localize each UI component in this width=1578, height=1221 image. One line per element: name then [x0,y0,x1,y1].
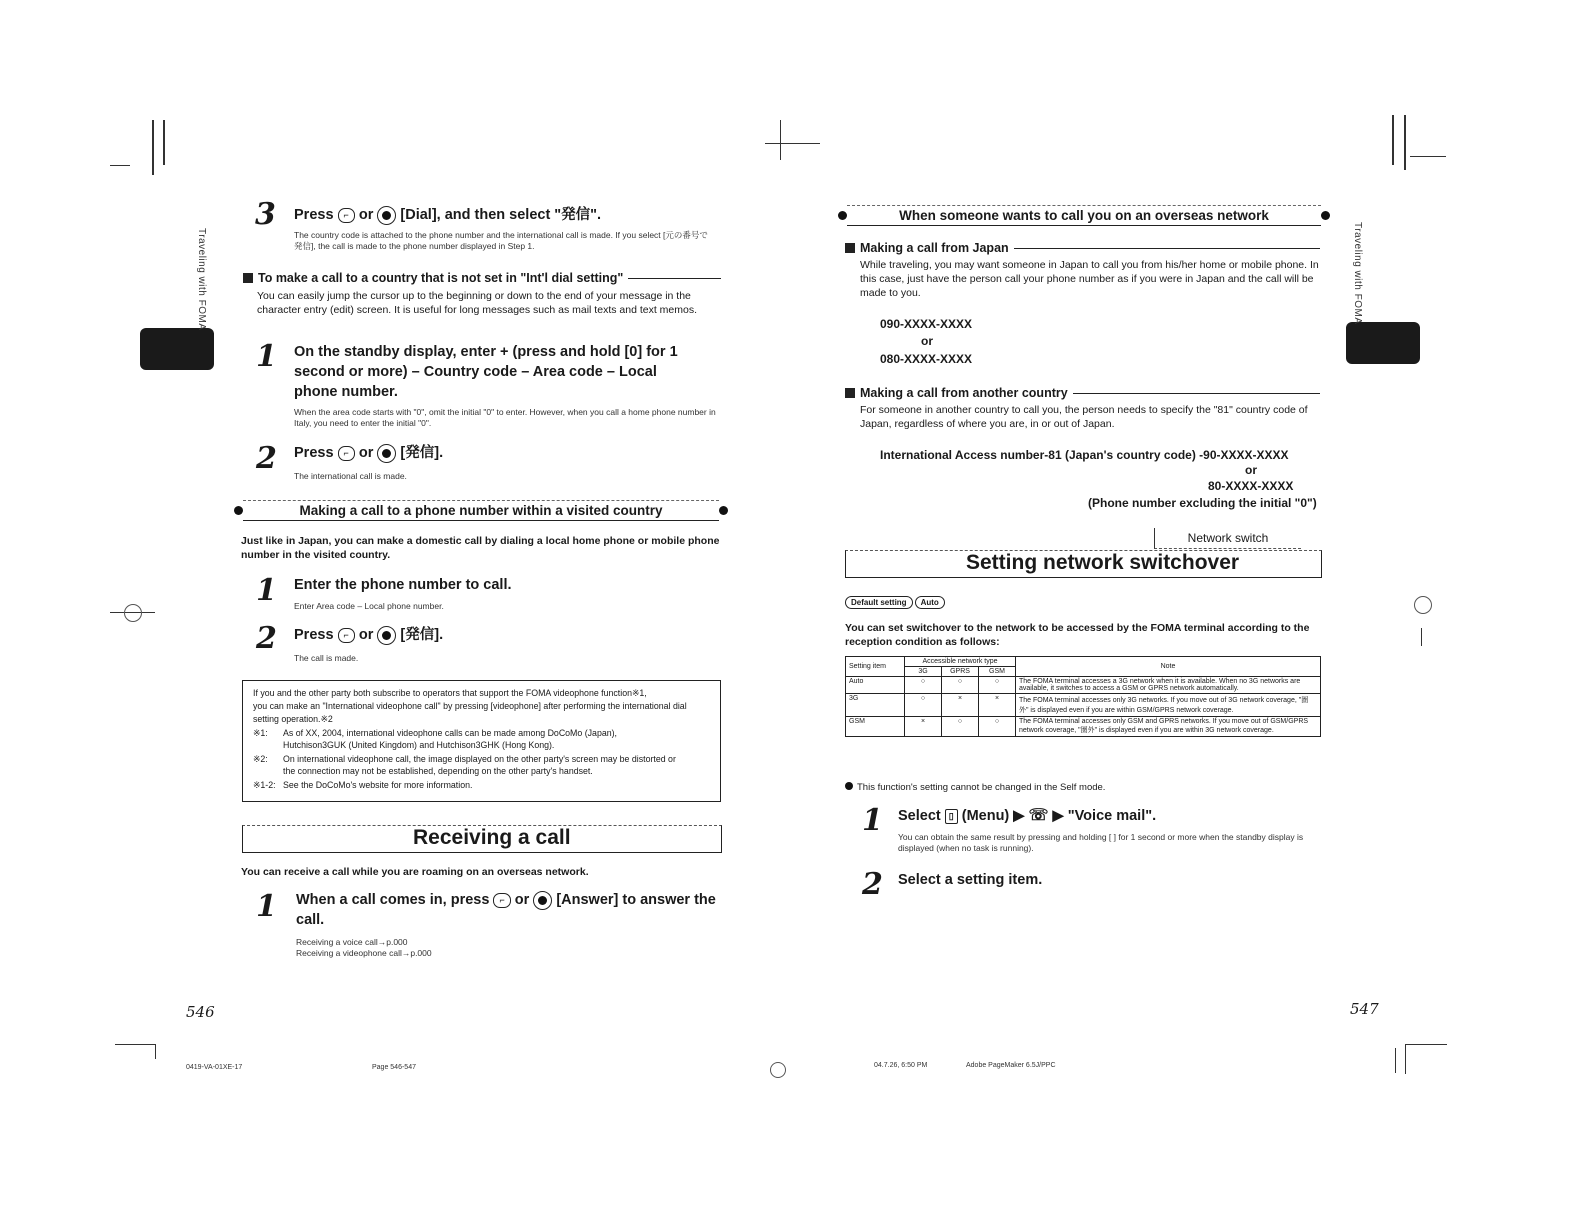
page-number: 547 [1350,1000,1379,1018]
body-text: You can set switchover to the network to be accessed by the FOMA terminal according to the reception condition as follows: [845,622,1310,648]
dial-format: International Access number-81 (Japan's country code) -90-XXXX-XXXX [880,448,1289,462]
step-number: 2 [256,441,277,476]
step-note: You can obtain the same result by pressing and holding [ ] for 1 second or more when the standby display is displayed (when no task is running). [898,832,1304,853]
note-box: If you and the other party both subscribe to operators that support the FOMA videophone function※1, you can make an "International videophone call" by pressing [videophone] after performing the international dial setting operation.※2 ※1: As of XX, 2004, international videophone calls can be made among DoCoMo (Japan), Hutchison3GUK (United Kingdom) and Hutchison3GHK (Hong Kong). ※2: On international videophone call, the image displayed on the other party's screen may be distorted or the connection may not be established, depending on the other party's handset. ※1-2: See the DoCoMo's website for more information. [242,680,721,802]
network-table: Setting item Accessible network type Note 3G GPRS GSM Auto ○ ○ ○ The FOMA terminal accesses a 3G network when it is available. When no 3G networks are available, it switches to access a GSM or GPRS network automatically. 3G ○ × × The FOMA terminal accesses only 3G networks. If you move out of 3G network coverage, "圏外" is displayed even if you are within GSM/GPRS network coverage. GSM × ○ ○ The FOMA terminal accesses only GSM and GPRS networks. If you move out of GSM/GPRS network coverage, "圏外" is displayed even if you are within 3G network coverage. [845,656,1321,737]
step-number: 2 [256,621,277,656]
crop-mark [1404,115,1406,170]
footer-date: 04.7.26, 6:50 PM [874,1062,928,1069]
footer-pages: Page 546-547 [372,1064,416,1071]
bullet-note: This function's setting cannot be changed in the Self mode. [845,781,1105,795]
network-switch-tag: Network switch [1154,528,1301,549]
send-key-icon: ⌐ [338,446,355,461]
crop-mark [152,120,154,175]
step-note: When the area code starts with "0", omit the initial "0" to enter. However, when you call a home phone number in Italy, you need to enter the initial "0". [294,407,716,428]
step-heading: On the standby display, enter + (press and hold [0] for 1 second or more) – Country code – Area code – Local phone number. [294,344,678,400]
register-mark [765,143,820,144]
crop-mark [110,165,130,166]
crop-mark [1405,1044,1447,1045]
send-key-icon: ⌐ [338,208,355,223]
step-heading: Press ⌐ or [発信]. [294,445,444,461]
subheading: To make a call to a country that is not set in "Int'l dial setting" [243,270,721,286]
step-heading: Select ▯ (Menu) ▶ ☏ ▶ "Voice mail". [898,807,1157,824]
step-note: The country code is attached to the phone number and the international call is made. If you select [元の番号で発信], the call is made to the phone number displayed in Step 1. [294,230,708,251]
crop-mark [1410,156,1446,157]
step-note: The international call is made. [294,471,407,481]
section-title-box [242,825,722,853]
body-text: For someone in another country to call you, the person needs to specify the "81" country code of Japan, regardless of where you are, in or out of Japan. [860,404,1308,430]
register-mark [124,604,142,622]
crop-mark [115,1044,155,1045]
center-key-icon [377,206,396,225]
crop-mark [1395,1048,1396,1073]
step-number: 3 [255,197,276,232]
subheading: Making a call from Japan [845,240,1320,256]
subheading: Making a call from another country [845,385,1320,401]
table-row: 3G ○ × × The FOMA terminal accesses only 3G networks. If you move out of 3G network coverage, "圏外" is displayed even if you are within GSM/GPRS network coverage. [846,694,1321,717]
or-text: or [921,334,933,348]
footer-app: Adobe PageMaker 6.5J/PPC [966,1062,1056,1069]
bullet-icon [845,782,853,790]
body-text: You can easily jump the cursor up to the beginning or down to the end of your message in the character entry (edit) screen. It is useful for long messages such as mail texts and text memos. [257,290,698,316]
step-heading: Select a setting item. [898,872,1043,888]
step-note: The call is made. [294,653,359,663]
square-bullet-icon [243,273,253,283]
table-row: Auto ○ ○ ○ The FOMA terminal accesses a 3G network when it is available. When no 3G networks are available, it switches to access a GSM or GPRS network automatically. [846,677,1321,694]
step-number: 1 [256,573,277,608]
step-note: Receiving a voice call→p.000 [296,937,408,947]
crop-mark [1405,1044,1406,1074]
square-bullet-icon [845,388,855,398]
crop-mark [1392,115,1394,165]
step-note: Enter Area code – Local phone number. [294,601,444,611]
banner-dot-icon [719,506,728,515]
step-number: 1 [256,889,277,924]
dial-format: 80-XXXX-XXXX [1208,479,1294,493]
side-tab-left [140,328,214,370]
step-heading: When a call comes in, press ⌐ or [Answer] to answer the call. [296,892,716,928]
center-key-icon [533,891,552,910]
step-heading: Press ⌐ or [発信]. [294,627,444,643]
page-number: 546 [186,1003,215,1021]
register-mark [1421,628,1422,646]
footer-file: 0419-VA-01XE-17 [186,1064,243,1071]
center-key-icon [377,626,396,645]
default-setting: Default setting Auto [845,592,945,610]
step-number: 1 [256,339,277,374]
send-key-icon: ⌐ [493,893,510,908]
body-text: While traveling, you may want someone in Japan to call you from his/her home or mobile phone. In this case, just have the person call your phone number as if you were in Japan and the call will be made to you. [860,259,1319,299]
section-banner: Making a call to a phone number within a visited country [234,500,728,521]
center-key-icon [377,444,396,463]
step-note: Receiving a videophone call→p.000 [296,948,432,958]
crop-mark [155,1044,156,1059]
or-text: or [1245,463,1257,477]
body-text: Just like in Japan, you can make a domestic call by dialing a local home phone or mobile phone number in the visited country. [241,535,720,561]
phone-number: 090-XXXX-XXXX [880,317,973,331]
body-text: You can receive a call while you are roaming on an overseas network. [241,866,589,878]
step-number: 1 [862,803,883,838]
section-banner: When someone wants to call you on an overseas network [838,205,1330,226]
table-row: GSM × ○ ○ The FOMA terminal accesses only GSM and GPRS networks. If you move out of GSM/GPRS network coverage, "圏外" is displayed even if you are within 3G network coverage. [846,717,1321,737]
section-title: Setting network switchover [966,551,1240,574]
register-mark [1414,596,1432,614]
side-tab-right [1346,322,1420,364]
phone-number: 080-XXXX-XXXX [880,352,973,366]
side-tab-label: Traveling with FOMA [1352,222,1363,325]
crop-mark [163,120,165,165]
voicemail-menu-icon: ☏ [1028,807,1049,824]
side-tab-label: Traveling with FOMA [196,228,207,331]
section-title: Receiving a call [413,826,571,849]
banner-dot-icon [1321,211,1330,220]
section-title-box [845,550,1322,578]
square-bullet-icon [845,243,855,253]
dial-format: (Phone number excluding the initial "0") [1088,496,1317,510]
register-mark [780,120,781,160]
step-number: 2 [862,867,883,902]
banner-dot-icon [234,506,243,515]
step-heading: Press ⌐ or [Dial], and then select "発信". [294,207,602,223]
menu-key-icon: ▯ [945,809,958,824]
banner-dot-icon [838,211,847,220]
step-heading: Enter the phone number to call. [294,577,512,593]
register-mark [770,1062,786,1078]
send-key-icon: ⌐ [338,628,355,643]
